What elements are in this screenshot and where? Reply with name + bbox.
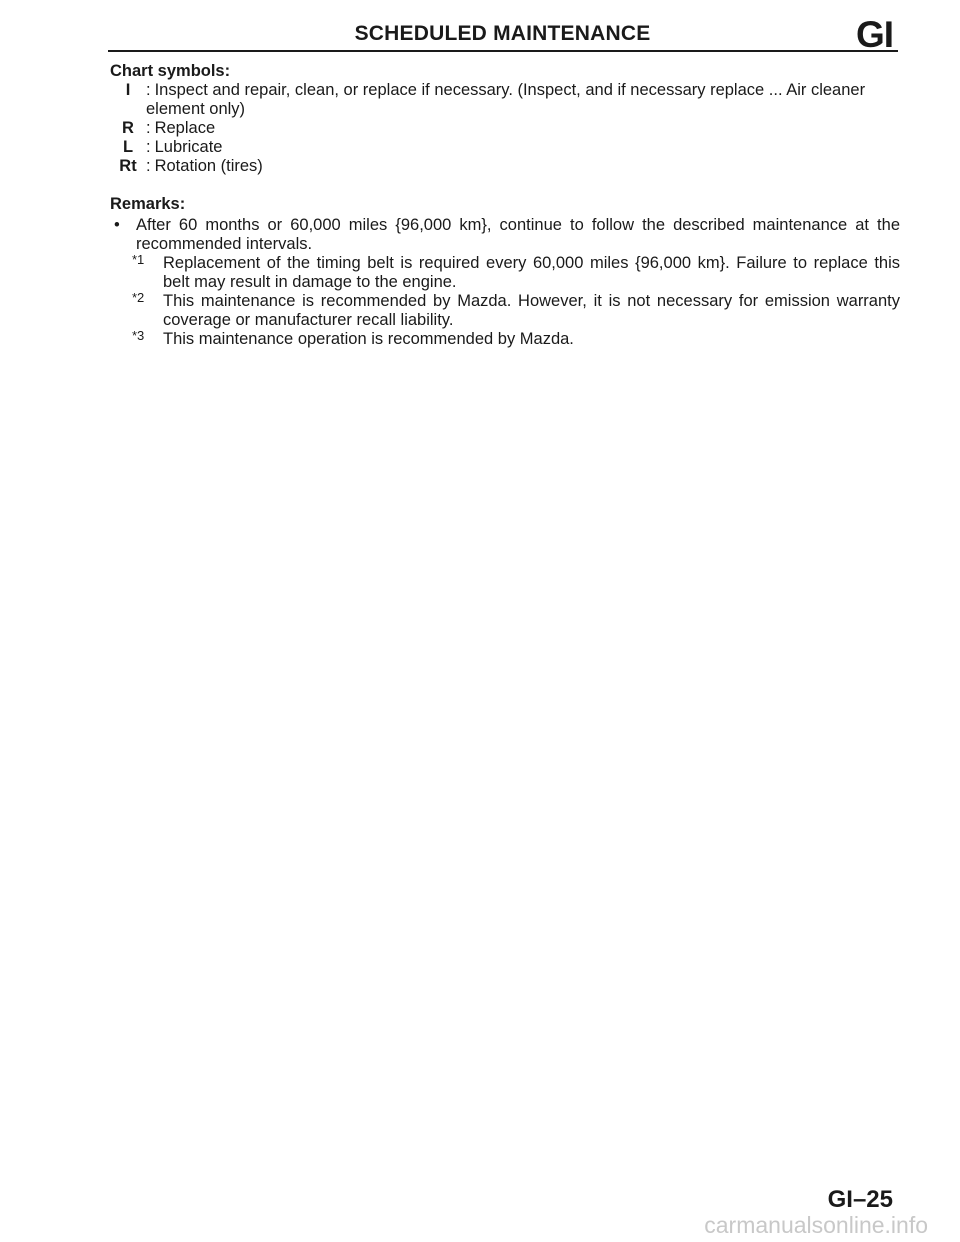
symbol-description-text: Replace	[154, 119, 216, 137]
page-number: GI–25	[827, 1186, 893, 1213]
watermark: carmanualsonline.info	[704, 1212, 928, 1238]
symbol-letter: Rt	[119, 157, 137, 175]
symbol-row-inspect	[110, 81, 900, 119]
remarks-note-2	[132, 292, 900, 330]
remarks-note-3	[132, 330, 900, 349]
remarks-bullet	[110, 216, 900, 254]
bullet-dot-icon: •	[114, 216, 120, 234]
symbol-description-text: Lubricate	[154, 138, 223, 156]
symbol-row-lubricate	[110, 138, 900, 157]
symbol-description: : Replace	[146, 119, 216, 137]
note-text: This maintenance operation is recommended by Mazda.	[163, 330, 574, 348]
header-rule	[108, 50, 898, 52]
remarks-bullet-text: After 60 months or 60,000 miles {96,000 km}, continue to follow the described maintenance at the recommended intervals.	[136, 216, 900, 253]
remarks-heading: Remarks:	[110, 195, 186, 213]
note-text: This maintenance is recommended by Mazda. However, it is not necessary for emission warranty coverage or manufacturer recall liability.	[163, 292, 900, 329]
symbol-row-replace	[110, 119, 900, 138]
symbol-description: : Rotation (tires)	[146, 157, 263, 175]
symbol-description: : Inspect and repair, clean, or replace if necessary. (Inspect, and if necessary replace ... Air cleaner element only)	[146, 81, 866, 118]
symbol-description-text: Inspect and repair, clean, or replace if necessary. (Inspect, and if necessary replace ... Air cleaner element only)	[146, 81, 866, 118]
page-content	[110, 62, 900, 349]
symbol-row-rotation	[110, 157, 900, 176]
page-title: SCHEDULED MAINTENANCE	[354, 22, 651, 45]
remarks-note-1	[132, 254, 900, 292]
note-mark: *1	[132, 252, 145, 267]
symbol-letter: L	[122, 138, 134, 156]
symbol-letter: R	[122, 119, 134, 137]
symbol-description-text: Rotation (tires)	[154, 157, 263, 175]
chart-symbols-heading: Chart symbols:	[110, 62, 231, 80]
section-spacer	[110, 176, 900, 195]
symbol-description: : Lubricate	[146, 138, 223, 156]
note-mark: *3	[132, 328, 145, 343]
note-mark: *2	[132, 290, 145, 305]
note-text: Replacement of the timing belt is required every 60,000 miles {96,000 km}. Failure to replace this belt may result in damage to the engine.	[163, 254, 900, 291]
section-code: GI	[855, 14, 893, 55]
symbol-letter: I	[125, 81, 131, 99]
